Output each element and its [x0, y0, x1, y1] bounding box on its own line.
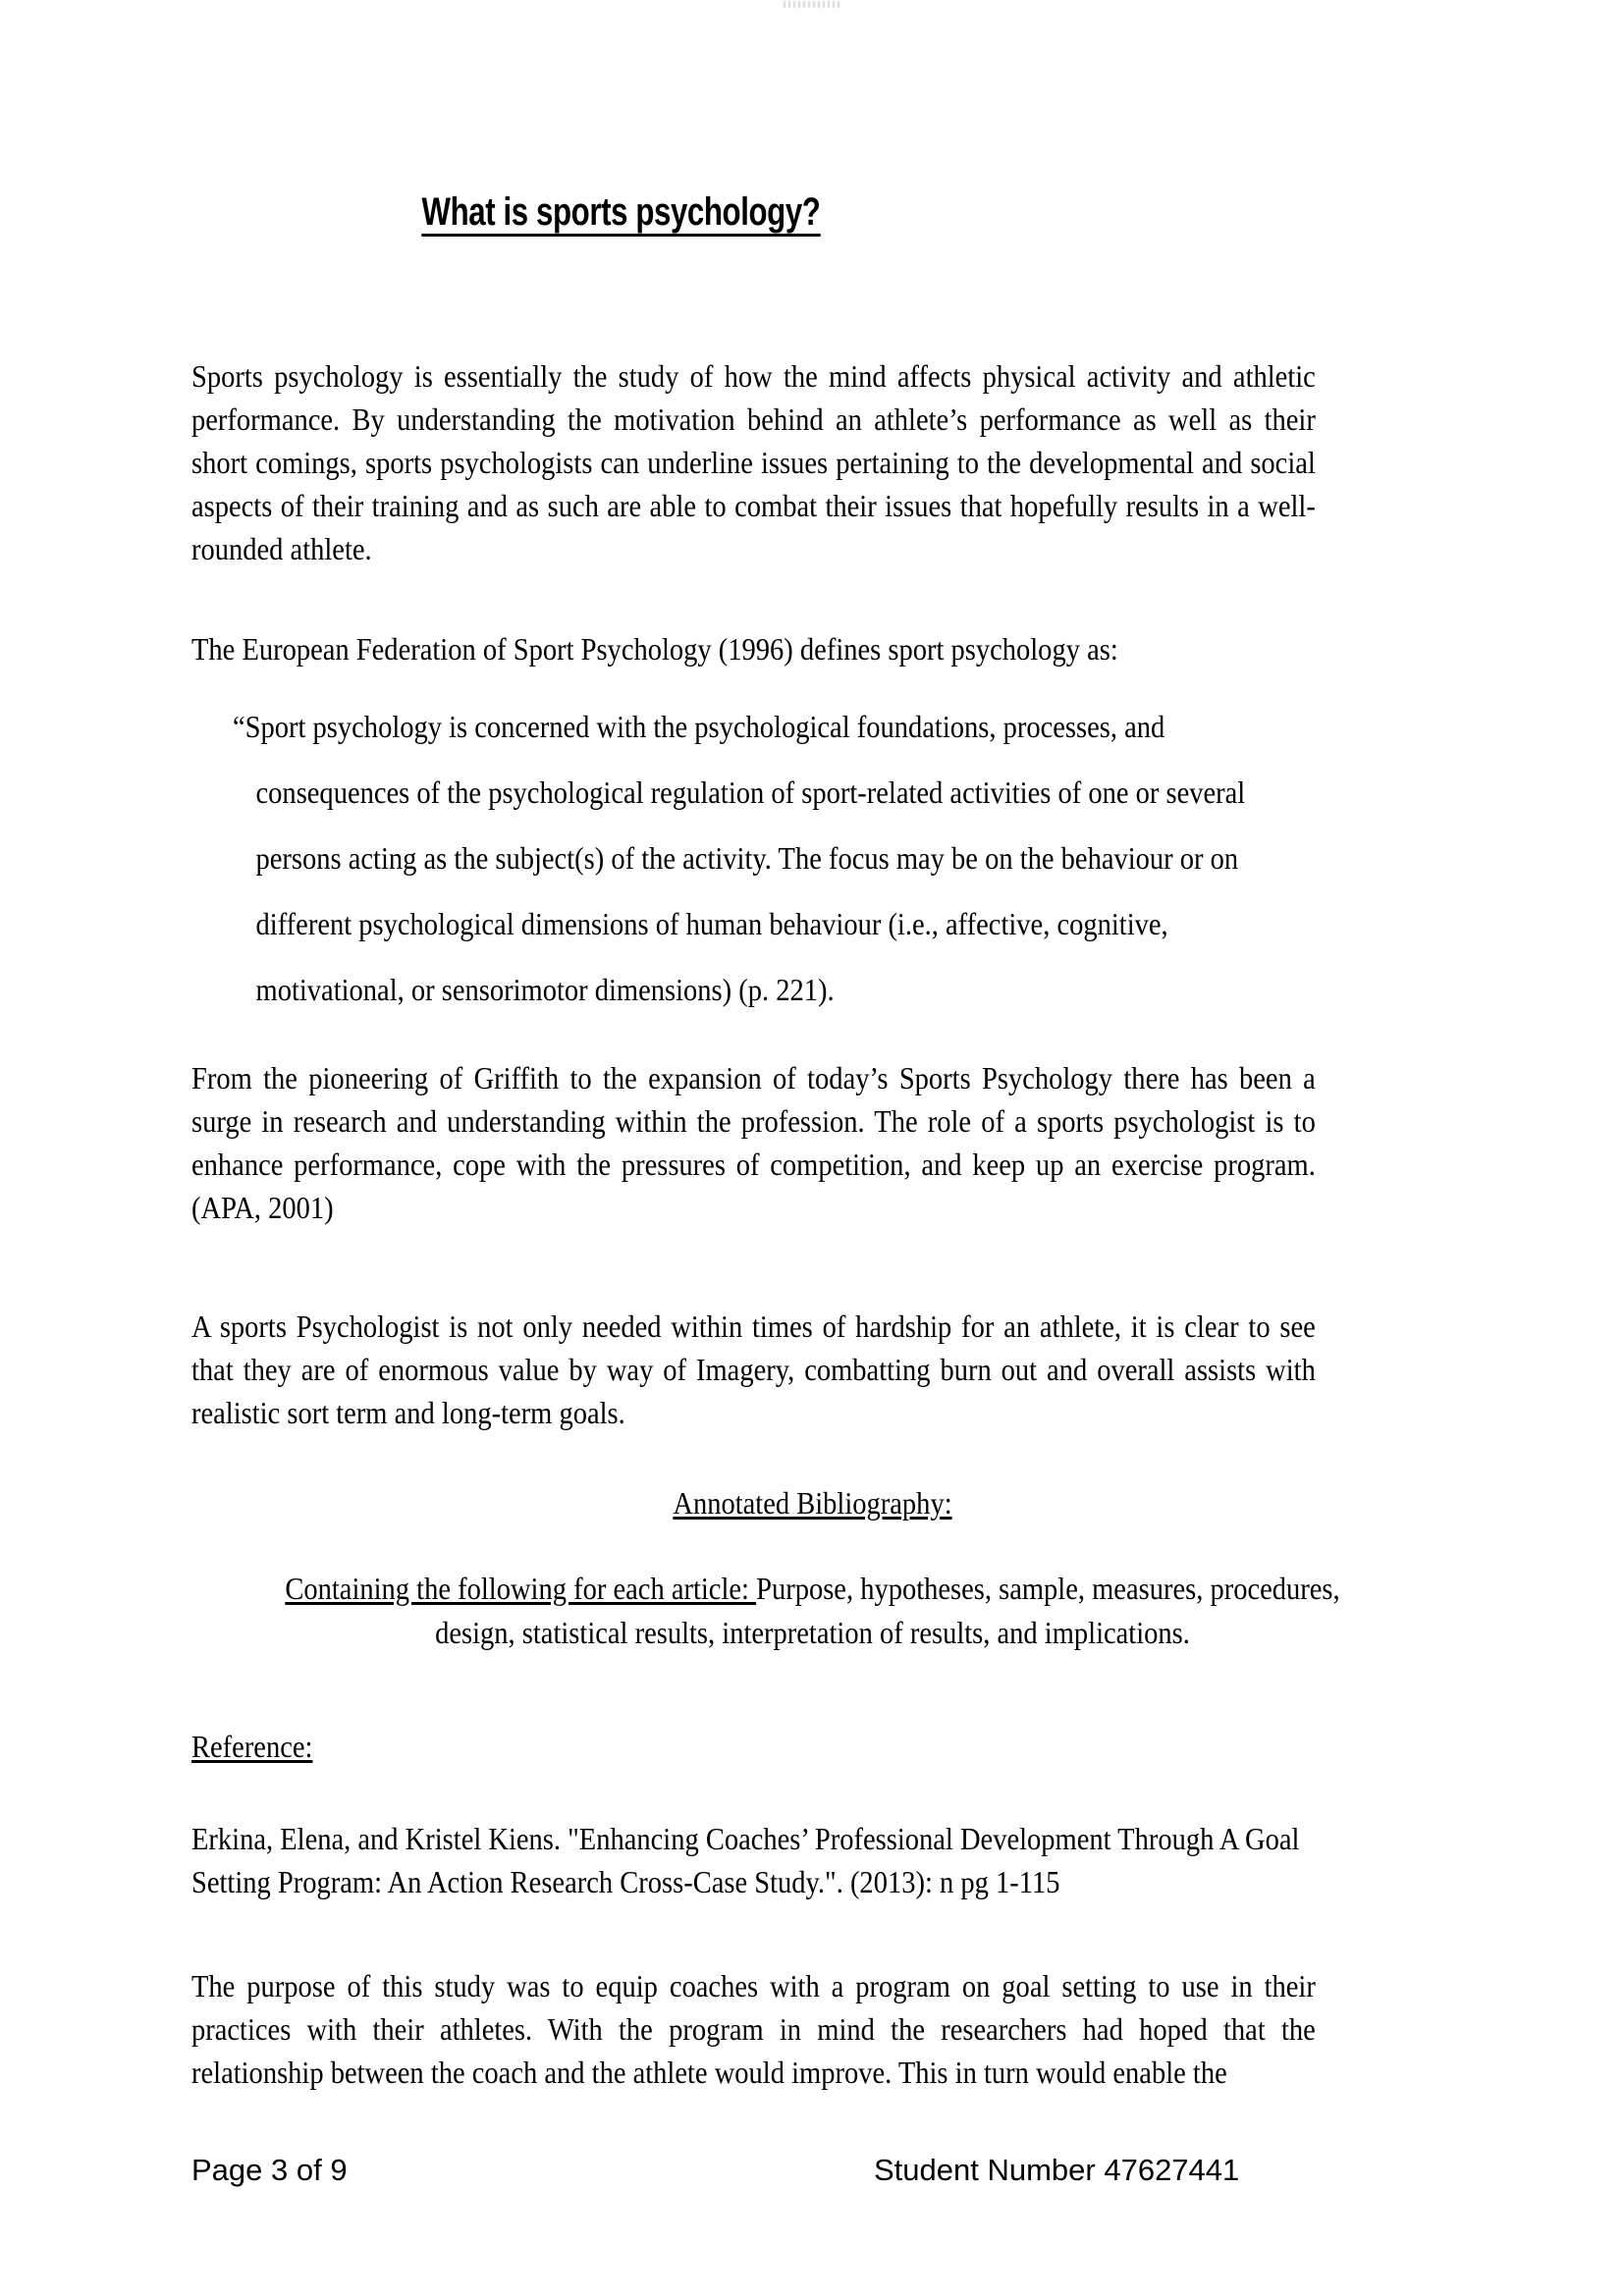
blockquote-efsp-definition: “Sport psychology is concerned with the psychological foundations, processes, and consequences of the psychological regulation of sport-related activities of one or several persons acting as the subject(s) of the activity. The focus may be on the behaviour or on different psychological dimensions of human behaviour (i.e., affective, cognitive, motivational, or sensorimotor dimensions) (p. 221). — [233, 709, 1246, 1007]
bibliography-containing-block — [277, 1567, 1348, 1655]
paragraph-intro: Sports psychology is essentially the study of how the mind affects physical activity and athletic performance. By understanding the motivation behind an athlete’s performance as well as their short comings, sports psychologists can underline issues pertaining to the developmental and social aspects of their training and as such are able to combat their issues that hopefully results in a well-rounded athlete. — [191, 358, 1316, 566]
footer-student-number: Student Number 47627441 — [874, 2153, 1240, 2187]
bibliography-containing-rest: Purpose, hypotheses, sample, measures, procedures, design, statistical results, interpretation of results, and implications. — [435, 1572, 1340, 1650]
reference-label-text: Reference: — [191, 1730, 313, 1764]
cut-off-header-artifact — [784, 1, 840, 8]
bibliography-containing-underlined: Containing the following for each article: — [285, 1572, 757, 1606]
paragraph-griffith: From the pioneering of Griffith to the expansion of today’s Sports Psychology there has been a surge in research and understanding within the profession. The role of a sports psychologist is to enhance performance, cope with the pressures of competition, and keep up an exercise program. (APA, 2001) — [191, 1060, 1316, 1225]
page-footer — [0, 2149, 1624, 2198]
paragraph-study-purpose: The purpose of this study was to equip coaches with a program on goal setting to use in their practices with their athletes. With the program in mind the researchers had hoped that the relationship between the coach and the athlete would improve. This in turn would enable the — [191, 1968, 1316, 2090]
page-title — [136, 192, 1106, 237]
paragraph-efsp-lead-in: The European Federation of Sport Psychology (1996) defines sport psychology as: — [191, 631, 1118, 667]
reference-label — [191, 1726, 312, 1769]
bibliography-heading-text: Annotated Bibliography: — [673, 1486, 952, 1521]
bibliography-heading — [250, 1482, 1375, 1525]
reference-citation: Erkina, Elena, and Kristel Kiens. "Enhancing Coaches’ Professional Development Through A Goal Setting Program: An Action Research Cross-Case Study.". (2013): n pg 1-115 — [191, 1821, 1300, 1899]
footer-page-number: Page 3 of 9 — [191, 2153, 348, 2187]
page-title-text: What is sports psychology? — [422, 192, 821, 237]
paragraph-psychologist-value: A sports Psychologist is not only needed within times of hardship for an athlete, it is clear to see that they are of enormous value by way of Imagery, combatting burn out and overall assists with realistic sort term and long-term goals. — [191, 1308, 1316, 1430]
